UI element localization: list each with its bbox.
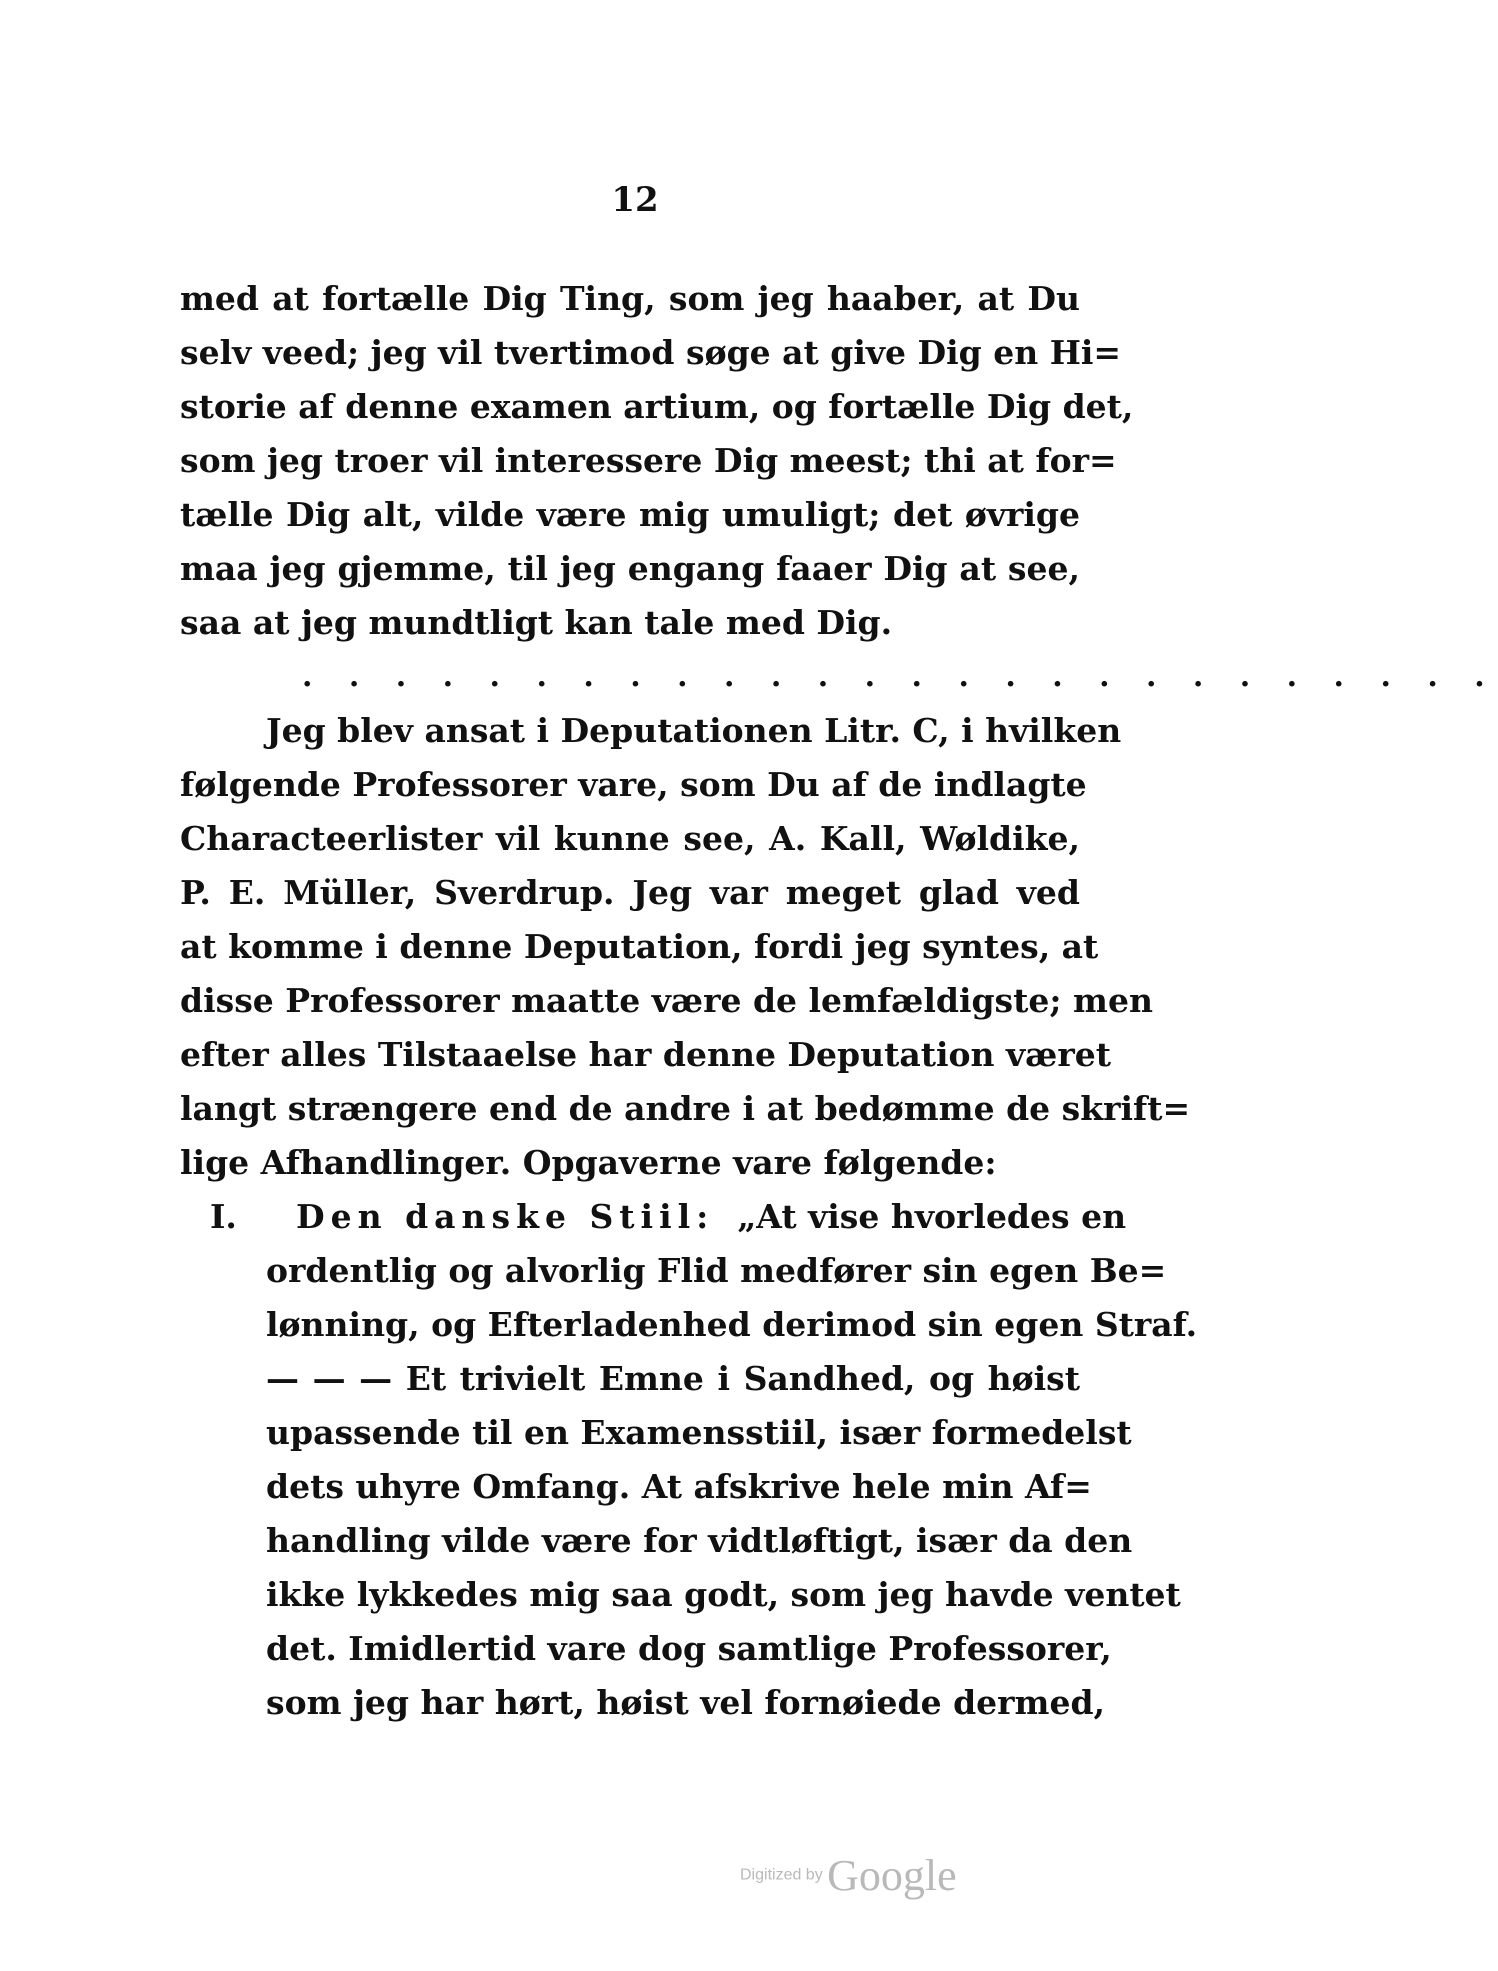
- list-item-heading: Den danske Stiil:: [296, 1197, 715, 1236]
- text-line: saa at jeg mundtligt kan tale med Dig.: [180, 603, 893, 642]
- watermark-digitized-by: Digitized by: [740, 1866, 823, 1884]
- text-line: langt strængere end de andre i at bedømme de skrift=: [180, 1089, 1191, 1128]
- text-line: følgende Professorer vare, som Du af de indlagte: [180, 765, 1087, 804]
- text-line: dets uhyre Omfang. At afskrive hele min Af=: [266, 1467, 1092, 1506]
- text-line: Jeg blev ansat i Deputationen Litr. C, i hvilken: [266, 711, 1122, 750]
- text-line: storie af denne examen artium, og fortælle Dig det,: [180, 387, 1134, 426]
- list-item-1: [180, 1190, 1198, 1730]
- text-line: P. E. Müller, Sverdrup. Jeg var meget glad ved: [180, 873, 1080, 912]
- digitized-watermark: [740, 1850, 957, 1901]
- text-line: ordentlig og alvorlig Flid medfører sin egen Be=: [266, 1251, 1167, 1290]
- text-line: at komme i denne Deputation, fordi jeg syntes, at: [180, 927, 1099, 966]
- paragraph-2: [180, 704, 1191, 1190]
- text-line: handling vilde være for vidtløftigt, især da den: [266, 1521, 1133, 1560]
- list-item-first-line-text: „At vise hvorledes en: [737, 1197, 1127, 1236]
- text-line: tælle Dig alt, vilde være mig umuligt; det øvrige: [180, 495, 1080, 534]
- text-line: — — — Et trivielt Emne i Sandhed, og høist: [266, 1359, 1080, 1398]
- text-line: lønning, og Efterladenhed derimod sin egen Straf.: [266, 1305, 1198, 1344]
- text-line: som jeg troer vil interessere Dig meest; thi at for=: [180, 441, 1117, 480]
- text-line: efter alles Tilstaaelse har denne Deputation været: [180, 1035, 1111, 1074]
- text-line: med at fortælle Dig Ting, som jeg haaber, at Du: [180, 279, 1080, 318]
- body-text: [180, 272, 1498, 1730]
- text-line: upassende til en Examensstiil, især formedelst: [266, 1413, 1132, 1452]
- text-line: maa jeg gjemme, til jeg engang faaer Dig at see,: [180, 549, 1080, 588]
- list-item-first-line: [180, 1190, 1127, 1244]
- text-line: ikke lykkedes mig saa godt, som jeg havde ventet: [266, 1575, 1181, 1614]
- list-item-number: I.: [210, 1197, 237, 1236]
- dotted-separator: . . . . . . . . . . . . . . . . . . . . . . . . . .: [302, 659, 1498, 694]
- watermark-brand: Google: [827, 1851, 957, 1900]
- paragraph-1: [180, 272, 1134, 650]
- text-line: selv veed; jeg vil tvertimod søge at give Dig en Hi=: [180, 333, 1122, 372]
- text-line: som jeg har hørt, høist vel fornøiede dermed,: [266, 1683, 1106, 1722]
- text-line: Characteerlister vil kunne see, A. Kall, Wøldike,: [180, 819, 1080, 858]
- page-number: 12: [611, 180, 659, 220]
- text-line: lige Afhandlinger. Opgaverne vare følgende:: [180, 1143, 997, 1182]
- text-line: det. Imidlertid vare dog samtlige Professorer,: [266, 1629, 1112, 1668]
- text-line: disse Professorer maatte være de lemfældigste; men: [180, 981, 1153, 1020]
